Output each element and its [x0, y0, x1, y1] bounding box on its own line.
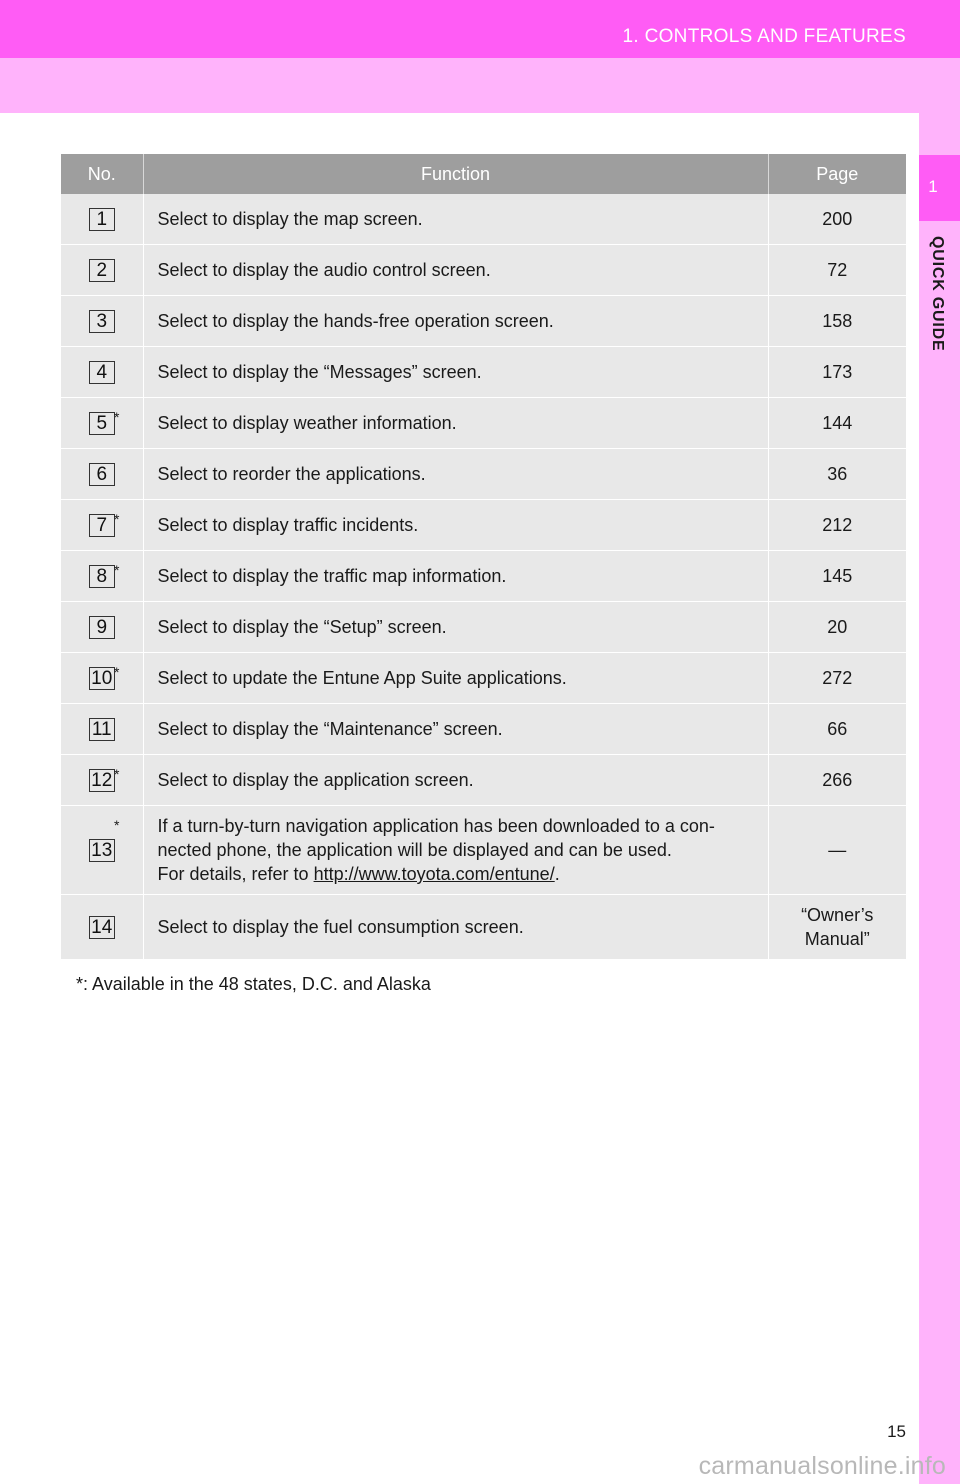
row-number-cell: [61, 194, 143, 245]
row-number-badge: 1: [89, 208, 115, 231]
table-row: [61, 755, 906, 806]
table-row: [61, 551, 906, 602]
table-row: [61, 398, 906, 449]
page-cell: 173: [768, 347, 906, 398]
page-cell: 200: [768, 194, 906, 245]
row-number-cell: [61, 398, 143, 449]
row-number-cell: [61, 449, 143, 500]
function-cell: [143, 806, 768, 895]
function-text-line: If a turn-by-turn navigation application has been downloaded to a con-: [157, 816, 715, 836]
row-number-badge: 11: [89, 718, 115, 741]
entune-link[interactable]: http://www.toyota.com/entune/: [313, 864, 555, 884]
table-row: [61, 296, 906, 347]
function-cell: Select to display the “Maintenance” screen.: [143, 704, 768, 755]
page-text-line: “Owner’s: [801, 905, 874, 925]
page-cell: 66: [768, 704, 906, 755]
row-number-cell: [61, 653, 143, 704]
function-cell: Select to display the application screen.: [143, 755, 768, 806]
header-bar: [0, 0, 960, 58]
header-function: Function: [143, 154, 768, 194]
function-text-line: nected phone, the application will be displayed and can be used.: [157, 840, 672, 860]
function-cell: Select to display the traffic map information.: [143, 551, 768, 602]
table-row: [61, 194, 906, 245]
row-number-cell: [61, 806, 143, 895]
row-number-badge: 4: [89, 361, 115, 384]
page-cell: [768, 895, 906, 960]
table-row: [61, 500, 906, 551]
row-number-badge: 12: [89, 769, 115, 792]
watermark: carmanualsonline.info: [698, 1452, 946, 1480]
availability-asterisk: *: [114, 817, 120, 833]
row-number-cell: [61, 704, 143, 755]
row-number-cell: [61, 296, 143, 347]
header-page: Page: [768, 154, 906, 194]
row-number-cell: [61, 755, 143, 806]
chapter-number: 1: [928, 177, 938, 196]
availability-asterisk: *: [114, 409, 120, 425]
function-cell: Select to reorder the applications.: [143, 449, 768, 500]
table-row: [61, 806, 906, 895]
row-number-badge: 5: [89, 412, 115, 435]
header-sub-bar: [0, 58, 960, 113]
function-cell: Select to display the map screen.: [143, 194, 768, 245]
table-row: [61, 653, 906, 704]
availability-asterisk: *: [114, 562, 120, 578]
page-text-line: Manual”: [804, 929, 870, 949]
table-row: [61, 602, 906, 653]
function-cell: Select to display the hands-free operation screen.: [143, 296, 768, 347]
table-row: [61, 449, 906, 500]
row-number-badge: 3: [89, 310, 115, 333]
page-cell: 266: [768, 755, 906, 806]
page-cell: 20: [768, 602, 906, 653]
function-cell: Select to display the fuel consumption screen.: [143, 895, 768, 960]
page-cell: 72: [768, 245, 906, 296]
chapter-tab[interactable]: [919, 155, 960, 221]
footnote: *: Available in the 48 states, D.C. and Alaska: [76, 974, 431, 994]
availability-asterisk: *: [114, 766, 120, 782]
function-text-prefix: For details, refer to: [157, 864, 314, 884]
function-cell: Select to update the Entune App Suite applications.: [143, 653, 768, 704]
page-number: 15: [887, 1422, 906, 1441]
row-number-badge: 10: [89, 667, 115, 690]
section-title: 1. CONTROLS AND FEATURES: [622, 26, 906, 47]
row-number-badge: 2: [89, 259, 115, 282]
page-cell: 36: [768, 449, 906, 500]
table-row: [61, 347, 906, 398]
row-number-cell: [61, 245, 143, 296]
page-cell: 145: [768, 551, 906, 602]
table-row: [61, 245, 906, 296]
row-number-cell: [61, 500, 143, 551]
function-cell: Select to display the audio control screen.: [143, 245, 768, 296]
table-row: [61, 704, 906, 755]
row-number-cell: [61, 551, 143, 602]
function-cell: Select to display the “Setup” screen.: [143, 602, 768, 653]
function-cell: Select to display weather information.: [143, 398, 768, 449]
row-number-badge: 14: [89, 916, 115, 939]
row-number-badge: 7: [89, 514, 115, 537]
page-cell: 212: [768, 500, 906, 551]
page-cell: —: [768, 806, 906, 895]
row-number-badge: 9: [89, 616, 115, 639]
row-number-badge: 6: [89, 463, 115, 486]
table-header-row: [61, 154, 906, 194]
function-text-line: [158, 862, 768, 886]
page-cell: 272: [768, 653, 906, 704]
row-number-cell: [61, 602, 143, 653]
header-no: No.: [61, 154, 143, 194]
row-number-badge: 8: [89, 565, 115, 588]
function-cell: Select to display the “Messages” screen.: [143, 347, 768, 398]
table-row: [61, 895, 906, 960]
availability-asterisk: *: [114, 664, 120, 680]
page-cell: 158: [768, 296, 906, 347]
page-cell: 144: [768, 398, 906, 449]
row-number-cell: [61, 347, 143, 398]
row-number-cell: [61, 895, 143, 960]
row-number-badge: 13: [89, 839, 115, 862]
chapter-label: QUICK GUIDE: [929, 236, 946, 352]
function-text-suffix: .: [554, 864, 560, 884]
function-table: [61, 154, 906, 960]
availability-asterisk: *: [114, 511, 120, 527]
function-cell: Select to display traffic incidents.: [143, 500, 768, 551]
